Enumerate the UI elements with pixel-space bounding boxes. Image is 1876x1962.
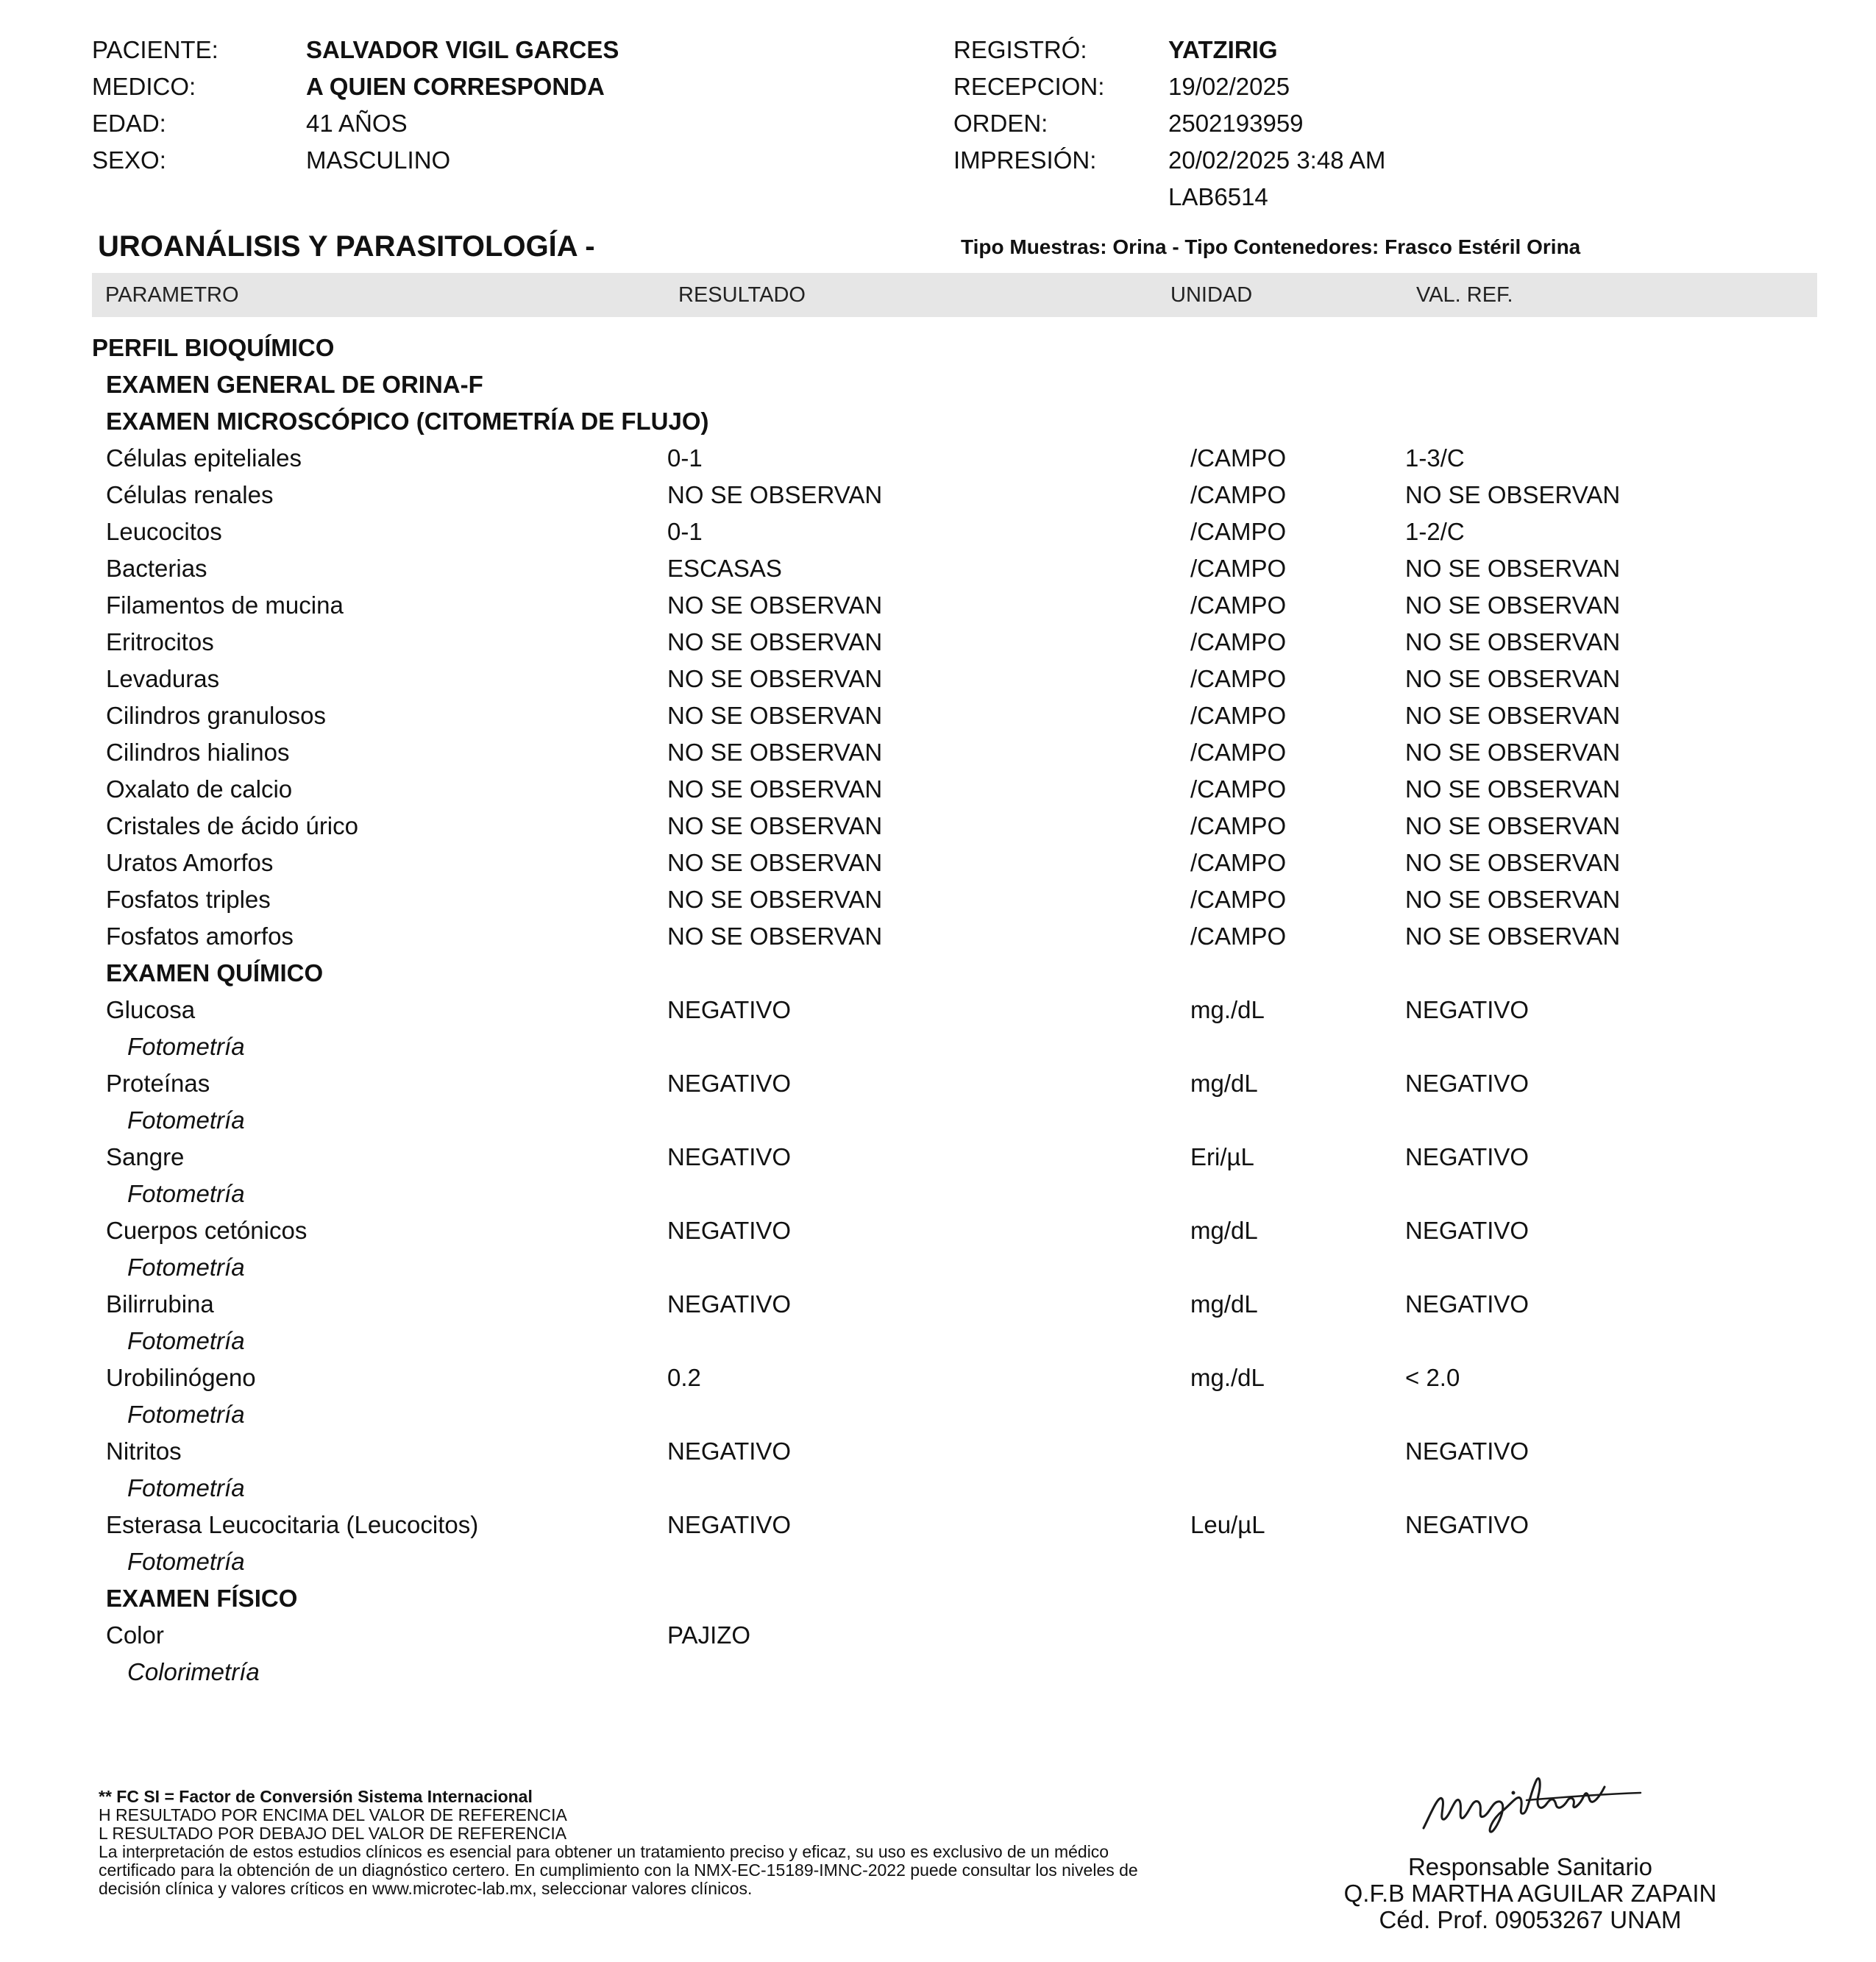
method-row (0, 1176, 1876, 1212)
unit-cell: /CAMPO (1190, 812, 1287, 839)
parameter-cell: Cilindros granulosos (106, 702, 326, 729)
table-row (0, 845, 1876, 881)
reference-cell: NO SE OBSERVAN (1405, 628, 1621, 655)
table-row (0, 734, 1876, 771)
parameter-cell: Uratos Amorfos (106, 849, 274, 876)
patient-label: PACIENTE: (92, 36, 218, 63)
result-cell: PAJIZO (667, 1621, 751, 1649)
handwritten-signature (1416, 1755, 1652, 1835)
parameter-cell: Fotometría (127, 1548, 245, 1575)
parameter-cell: Células renales (106, 481, 274, 508)
method-row (0, 1470, 1876, 1507)
footnote-low-flag: L RESULTADO POR DEBAJO DEL VALOR DE REFERENCIA (99, 1824, 567, 1843)
parameter-cell: Fosfatos triples (106, 886, 271, 913)
parameter-cell: EXAMEN GENERAL DE ORINA-F (106, 371, 483, 398)
result-cell: NO SE OBSERVAN (667, 739, 883, 766)
profile-heading-row (0, 330, 1876, 366)
sex-label: SEXO: (92, 146, 166, 174)
method-row (0, 1543, 1876, 1580)
result-cell: NO SE OBSERVAN (667, 923, 883, 950)
method-row (0, 1102, 1876, 1139)
method-row (0, 1396, 1876, 1433)
group-heading-row (0, 403, 1876, 440)
section-title: UROANÁLISIS Y PARASITOLOGÍA - (98, 230, 595, 263)
method-row (0, 1654, 1876, 1691)
result-cell: NO SE OBSERVAN (667, 886, 883, 913)
table-row (0, 771, 1876, 808)
reference-cell: NEGATIVO (1405, 1437, 1529, 1465)
unit-cell: mg./dL (1190, 996, 1265, 1023)
table-row (0, 918, 1876, 955)
parameter-cell: Filamentos de mucina (106, 591, 344, 619)
result-cell: 0.2 (667, 1364, 701, 1391)
table-row (0, 1433, 1876, 1470)
unit-cell: /CAMPO (1190, 591, 1287, 619)
unit-cell: /CAMPO (1190, 518, 1287, 545)
reception-date: 19/02/2025 (1168, 73, 1290, 100)
table-row (0, 881, 1876, 918)
table-row (0, 1617, 1876, 1654)
responsible-name: Q.F.B MARTHA AGUILAR ZAPAIN (1343, 1880, 1717, 1907)
result-cell: NO SE OBSERVAN (667, 665, 883, 692)
unit-cell: /CAMPO (1190, 665, 1287, 692)
unit-cell: /CAMPO (1190, 555, 1287, 582)
reference-cell: NO SE OBSERVAN (1405, 739, 1621, 766)
table-row (0, 697, 1876, 734)
sample-type-info: Tipo Muestras: Orina - Tipo Contenedores: Frasco Estéril Orina (961, 235, 1581, 258)
unit-cell: /CAMPO (1190, 923, 1287, 950)
responsible-title: Responsable Sanitario (1407, 1853, 1653, 1880)
table-row (0, 992, 1876, 1028)
result-cell: NO SE OBSERVAN (667, 849, 883, 876)
parameter-cell: EXAMEN MICROSCÓPICO (CITOMETRÍA DE FLUJO) (106, 408, 709, 435)
patient-name: SALVADOR VIGIL GARCES (306, 36, 619, 63)
parameter-cell: EXAMEN QUÍMICO (106, 959, 324, 987)
results-table (0, 330, 1876, 1691)
lab-code: LAB6514 (1168, 183, 1268, 210)
table-row (0, 513, 1876, 550)
registered-label: REGISTRÓ: (953, 36, 1087, 63)
unit-cell: /CAMPO (1190, 481, 1287, 508)
result-cell: NEGATIVO (667, 1070, 792, 1097)
parameter-cell: Color (106, 1621, 164, 1649)
order-label: ORDEN: (953, 110, 1048, 137)
reference-cell: NO SE OBSERVAN (1405, 481, 1621, 508)
reference-cell: NO SE OBSERVAN (1405, 665, 1621, 692)
reference-cell: NO SE OBSERVAN (1405, 886, 1621, 913)
result-cell: NO SE OBSERVAN (667, 812, 883, 839)
results-column-header (92, 273, 1817, 317)
result-cell: NEGATIVO (667, 1437, 792, 1465)
reference-cell: NEGATIVO (1405, 1290, 1529, 1318)
footnote-si-factor: ** FC SI = Factor de Conversión Sistema Internacional (99, 1787, 533, 1806)
unit-cell: Eri/µL (1190, 1143, 1254, 1170)
reference-cell: NO SE OBSERVAN (1405, 591, 1621, 619)
parameter-cell: Fotometría (127, 1106, 245, 1134)
result-cell: NO SE OBSERVAN (667, 628, 883, 655)
parameter-cell: Levaduras (106, 665, 220, 692)
table-row (0, 661, 1876, 697)
parameter-cell: Fotometría (127, 1033, 245, 1060)
age-value: 41 AÑOS (306, 110, 408, 137)
table-row (0, 1065, 1876, 1102)
age-label: EDAD: (92, 110, 166, 137)
result-cell: NO SE OBSERVAN (667, 481, 883, 508)
parameter-cell: Fotometría (127, 1401, 245, 1428)
result-cell: NEGATIVO (667, 1217, 792, 1244)
parameter-cell: Fosfatos amorfos (106, 923, 294, 950)
reference-cell: NO SE OBSERVAN (1405, 923, 1621, 950)
unit-cell: mg./dL (1190, 1364, 1265, 1391)
parameter-cell: Nitritos (106, 1437, 182, 1465)
parameter-cell: Fotometría (127, 1327, 245, 1354)
group-heading-row (0, 955, 1876, 992)
print-datetime: 20/02/2025 3:48 AM (1168, 146, 1386, 174)
table-row (0, 1139, 1876, 1176)
table-row (0, 1359, 1876, 1396)
result-cell: NEGATIVO (667, 1511, 792, 1538)
reference-cell: NEGATIVO (1405, 1070, 1529, 1097)
unit-cell: /CAMPO (1190, 775, 1287, 803)
table-row (0, 1507, 1876, 1543)
reference-cell: NO SE OBSERVAN (1405, 849, 1621, 876)
table-row (0, 1286, 1876, 1323)
result-cell: NO SE OBSERVAN (667, 591, 883, 619)
parameter-cell: Esterasa Leucocitaria (Leucocitos) (106, 1511, 479, 1538)
order-number: 2502193959 (1168, 110, 1304, 137)
reference-cell: NEGATIVO (1405, 1217, 1529, 1244)
column-parameter: PARAMETRO (105, 283, 239, 307)
unit-cell: Leu/µL (1190, 1511, 1265, 1538)
unit-cell: mg/dL (1190, 1290, 1258, 1318)
reference-cell: 1-3/C (1405, 444, 1465, 472)
reference-cell: NEGATIVO (1405, 996, 1529, 1023)
parameter-cell: Bilirrubina (106, 1290, 214, 1318)
parameter-cell: PERFIL BIOQUÍMICO (92, 334, 335, 361)
responsible-license: Céd. Prof. 09053267 UNAM (1379, 1906, 1682, 1933)
parameter-cell: Eritrocitos (106, 628, 214, 655)
group-heading-row (0, 1580, 1876, 1617)
parameter-cell: Urobilinógeno (106, 1364, 256, 1391)
result-cell: 0-1 (667, 444, 703, 472)
parameter-cell: Células epiteliales (106, 444, 302, 472)
parameter-cell: Cristales de ácido úrico (106, 812, 358, 839)
table-row (0, 477, 1876, 513)
parameter-cell: Sangre (106, 1143, 185, 1170)
parameter-cell: Fotometría (127, 1474, 245, 1501)
reference-cell: NEGATIVO (1405, 1143, 1529, 1170)
reference-cell: NO SE OBSERVAN (1405, 812, 1621, 839)
responsible-signatory (1310, 1854, 1751, 1933)
table-row (0, 1212, 1876, 1249)
unit-cell: /CAMPO (1190, 886, 1287, 913)
print-label: IMPRESIÓN: (953, 146, 1097, 174)
parameter-cell: EXAMEN FÍSICO (106, 1585, 298, 1612)
reference-cell: NEGATIVO (1405, 1511, 1529, 1538)
doctor-name: A QUIEN CORRESPONDA (306, 73, 605, 100)
reference-cell: < 2.0 (1405, 1364, 1460, 1391)
parameter-cell: Fotometría (127, 1180, 245, 1207)
footnote-disclaimer-line: La interpretación de estos estudios clínicos es esencial para obtener un tratamiento preciso y eficaz, su uso es exclusivo de un médico (99, 1842, 1109, 1861)
method-row (0, 1028, 1876, 1065)
reference-cell: NO SE OBSERVAN (1405, 555, 1621, 582)
parameter-cell: Fotometría (127, 1254, 245, 1281)
parameter-cell: Leucocitos (106, 518, 222, 545)
parameter-cell: Oxalato de calcio (106, 775, 293, 803)
unit-cell: /CAMPO (1190, 628, 1287, 655)
reception-label: RECEPCION: (953, 73, 1105, 100)
parameter-cell: Colorimetría (127, 1658, 260, 1685)
group-heading-row (0, 366, 1876, 403)
result-cell: NO SE OBSERVAN (667, 702, 883, 729)
unit-cell: /CAMPO (1190, 444, 1287, 472)
column-reference: VAL. REF. (1416, 283, 1513, 307)
footnote (99, 1788, 1246, 1898)
table-row (0, 550, 1876, 587)
column-result: RESULTADO (678, 283, 806, 307)
method-row (0, 1249, 1876, 1286)
parameter-cell: Proteínas (106, 1070, 210, 1097)
parameter-cell: Glucosa (106, 996, 196, 1023)
result-cell: 0-1 (667, 518, 703, 545)
footnote-disclaimer-line: decisión clínica y valores críticos en www.microtec-lab.mx, seleccionar valores clínicos. (99, 1879, 753, 1898)
unit-cell: /CAMPO (1190, 849, 1287, 876)
table-row (0, 587, 1876, 624)
unit-cell: /CAMPO (1190, 739, 1287, 766)
table-row (0, 440, 1876, 477)
unit-cell: /CAMPO (1190, 702, 1287, 729)
registered-value: YATZIRIG (1168, 36, 1278, 63)
sex-value: MASCULINO (306, 146, 451, 174)
reference-cell: 1-2/C (1405, 518, 1465, 545)
reference-cell: NO SE OBSERVAN (1405, 775, 1621, 803)
table-row (0, 624, 1876, 661)
table-row (0, 808, 1876, 845)
doctor-label: MEDICO: (92, 73, 196, 100)
parameter-cell: Cilindros hialinos (106, 739, 290, 766)
result-cell: NEGATIVO (667, 1290, 792, 1318)
result-cell: ESCASAS (667, 555, 782, 582)
result-cell: NO SE OBSERVAN (667, 775, 883, 803)
reference-cell: NO SE OBSERVAN (1405, 702, 1621, 729)
unit-cell: mg/dL (1190, 1217, 1258, 1244)
parameter-cell: Cuerpos cetónicos (106, 1217, 308, 1244)
method-row (0, 1323, 1876, 1359)
footnote-high-flag: H RESULTADO POR ENCIMA DEL VALOR DE REFERENCIA (99, 1805, 567, 1824)
result-cell: NEGATIVO (667, 1143, 792, 1170)
result-cell: NEGATIVO (667, 996, 792, 1023)
footnote-disclaimer-line: certificado para la obtención de un diagnóstico certero. En cumplimiento con la NMX-EC-15189-IMNC-2022 puede consultar los niveles de (99, 1860, 1138, 1880)
column-unit: UNIDAD (1170, 283, 1253, 307)
parameter-cell: Bacterias (106, 555, 207, 582)
unit-cell: mg/dL (1190, 1070, 1258, 1097)
